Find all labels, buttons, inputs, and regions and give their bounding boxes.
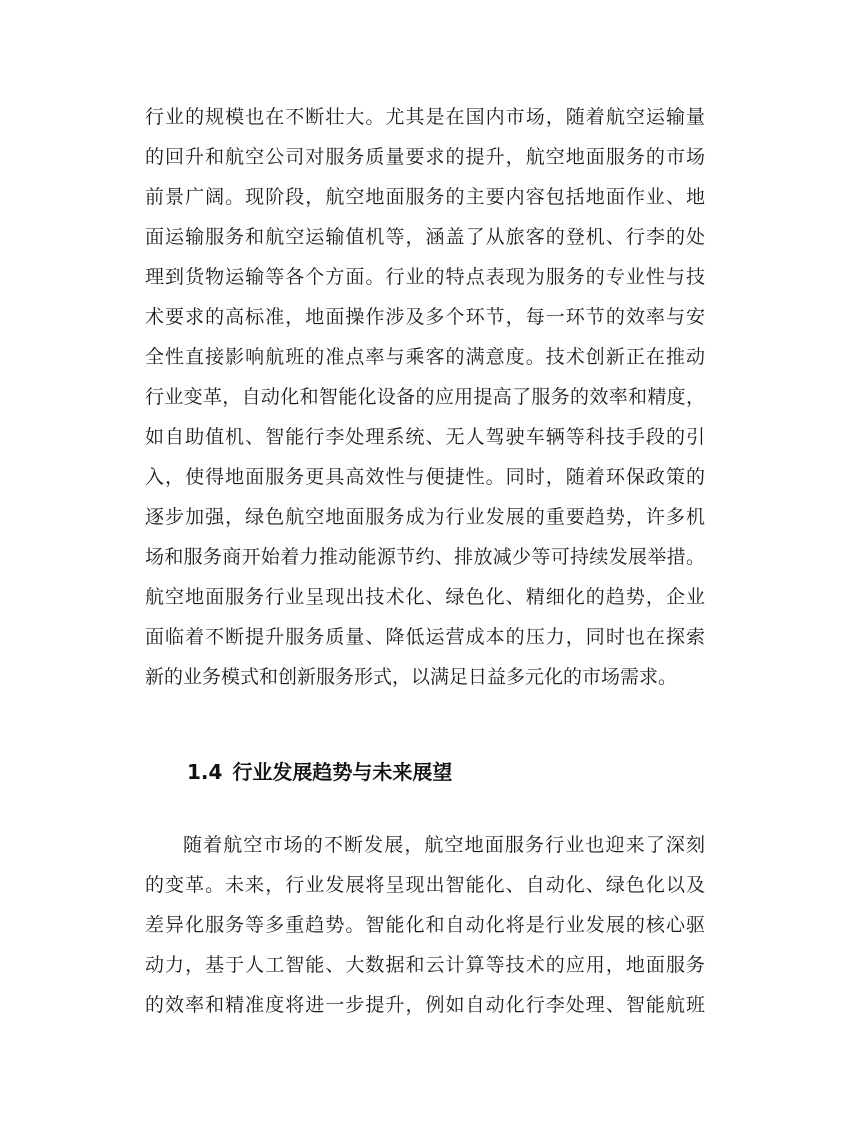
paragraph-2-line: 的效率和精准度将进一步提升，例如自动化行李处理、智能航班 xyxy=(145,994,705,1016)
paragraph-1-line: 术要求的高标准，地面操作涉及多个环节，每一环节的效率与安 xyxy=(145,306,705,328)
paragraph-1-line: 全性直接影响航班的准点率与乘客的满意度。技术创新正在推动 xyxy=(145,346,705,368)
paragraph-2-line: 的变革。未来，行业发展将呈现出智能化、自动化、绿色化以及 xyxy=(145,874,705,896)
paragraph-1-line: 航空地面服务行业呈现出技术化、绿色化、精细化的趋势，企业 xyxy=(145,586,705,608)
paragraph-1-line: 行业变革，自动化和智能化设备的应用提高了服务的效率和精度， xyxy=(145,386,705,408)
paragraph-1-line: 新的业务模式和创新服务形式，以满足日益多元化的市场需求。 xyxy=(145,666,678,688)
section-heading xyxy=(187,758,452,786)
paragraph-2-line: 差异化服务等多重趋势。智能化和自动化将是行业发展的核心驱 xyxy=(145,914,705,936)
paragraph-1-line: 逐步加强，绿色航空地面服务成为行业发展的重要趋势，许多机 xyxy=(145,506,705,528)
paragraph-1-line: 前景广阔。现阶段，航空地面服务的主要内容包括地面作业、地 xyxy=(145,186,705,208)
paragraph-1-line: 面运输服务和航空运输值机等，涵盖了从旅客的登机、行李的处 xyxy=(145,226,705,248)
section-title: 行业发展趋势与未来展望 xyxy=(232,760,453,784)
paragraph-2-line: 动力，基于人工智能、大数据和云计算等技术的应用，地面服务 xyxy=(145,954,705,976)
paragraph-1-line: 面临着不断提升服务质量、降低运营成本的压力，同时也在探索 xyxy=(145,626,705,648)
paragraph-1-line: 理到货物运输等各个方面。行业的特点表现为服务的专业性与技 xyxy=(145,266,705,288)
paragraph-2-line: 随着航空市场的不断发展，航空地面服务行业也迎来了深刻 xyxy=(183,834,705,856)
section-number: 1.4 xyxy=(187,760,223,784)
paragraph-1-line: 如自助值机、智能行李处理系统、无人驾驶车辆等科技手段的引 xyxy=(145,426,705,448)
paragraph-1-line: 入，使得地面服务更具高效性与便捷性。同时，随着环保政策的 xyxy=(145,466,705,488)
paragraph-1-line: 行业的规模也在不断壮大。尤其是在国内市场，随着航空运输量 xyxy=(145,106,705,128)
paragraph-1-line: 的回升和航空公司对服务质量要求的提升，航空地面服务的市场 xyxy=(145,146,705,168)
paragraph-1-line: 场和服务商开始着力推动能源节约、排放减少等可持续发展举措。 xyxy=(145,546,705,568)
